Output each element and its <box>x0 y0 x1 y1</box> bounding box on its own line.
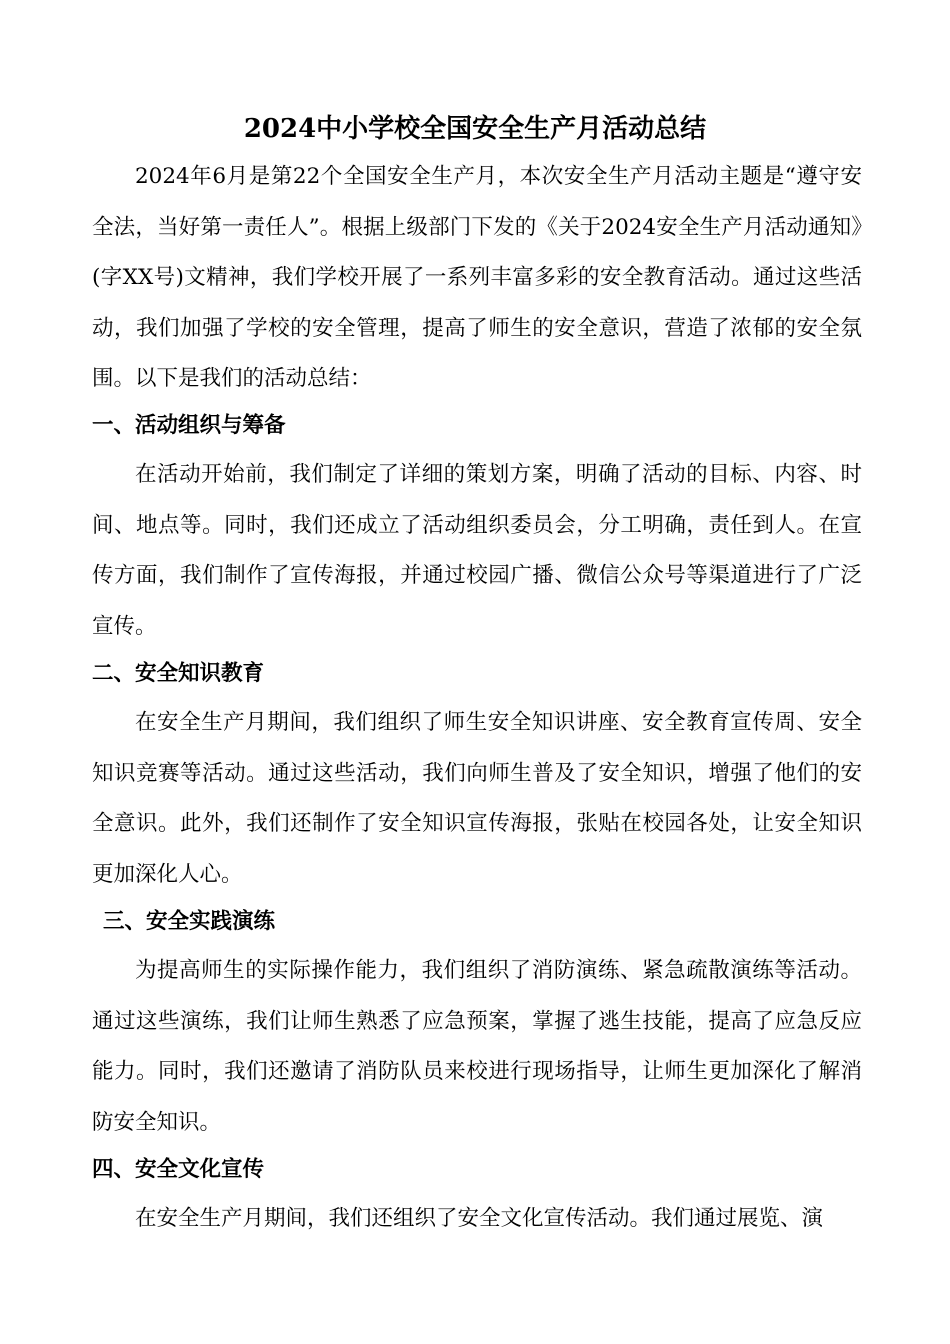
section-heading-3: 三、安全实践演练 <box>103 909 276 934</box>
section-heading-1: 一、活动组织与筹备 <box>92 413 286 438</box>
section-paragraph-4: 在安全生产月期间，我们还组织了安全文化宣传活动。我们通过展览、演 <box>135 1206 824 1231</box>
section-paragraph-2: 在安全生产月期间，我们组织了师生安全知识讲座、安全教育宣传周、安全知识竞赛等活动。通过这些活动，我们向师生普及了安全知识，增强了他们的安全意识。此外，我们还制作了安全知识宣传海报，张贴在校园各处，让安全知识更加深化人心。 <box>92 710 862 887</box>
section-heading-2: 二、安全知识教育 <box>92 661 265 686</box>
section-heading-4: 四、安全文化宣传 <box>92 1157 265 1182</box>
document-title: 2024中小学校全国安全生产月活动总结 <box>243 114 707 144</box>
section-paragraph-1: 在活动开始前，我们制定了详细的策划方案，明确了活动的目标、内容、时间、地点等。同时，我们还成立了活动组织委员会，分工明确，责任到人。在宣传方面，我们制作了宣传海报，并通过校园广播、微信公众号等渠道进行了广泛宣传。 <box>92 462 862 639</box>
section-paragraph-3: 为提高师生的实际操作能力，我们组织了消防演练、紧急疏散演练等活动。通过这些演练，我们让师生熟悉了应急预案，掌握了逃生技能，提高了应急反应能力。同时，我们还邀请了消防队员来校进行现场指导，让师生更加深化了解消防安全知识。 <box>92 958 862 1135</box>
intro-paragraph: 2024年6月是第22个全国安全生产月，本次安全生产月活动主题是“遵守安全法，当好第一责任人”。根据上级部门下发的《关于2024安全生产月活动通知》(字XX号)文精神，我们学校开展了一系列丰富多彩的安全教育活动。通过这些活动，我们加强了学校的安全管理，提高了师生的安全意识，营造了浓郁的安全氛围。以下是我们的活动总结： <box>92 164 862 391</box>
